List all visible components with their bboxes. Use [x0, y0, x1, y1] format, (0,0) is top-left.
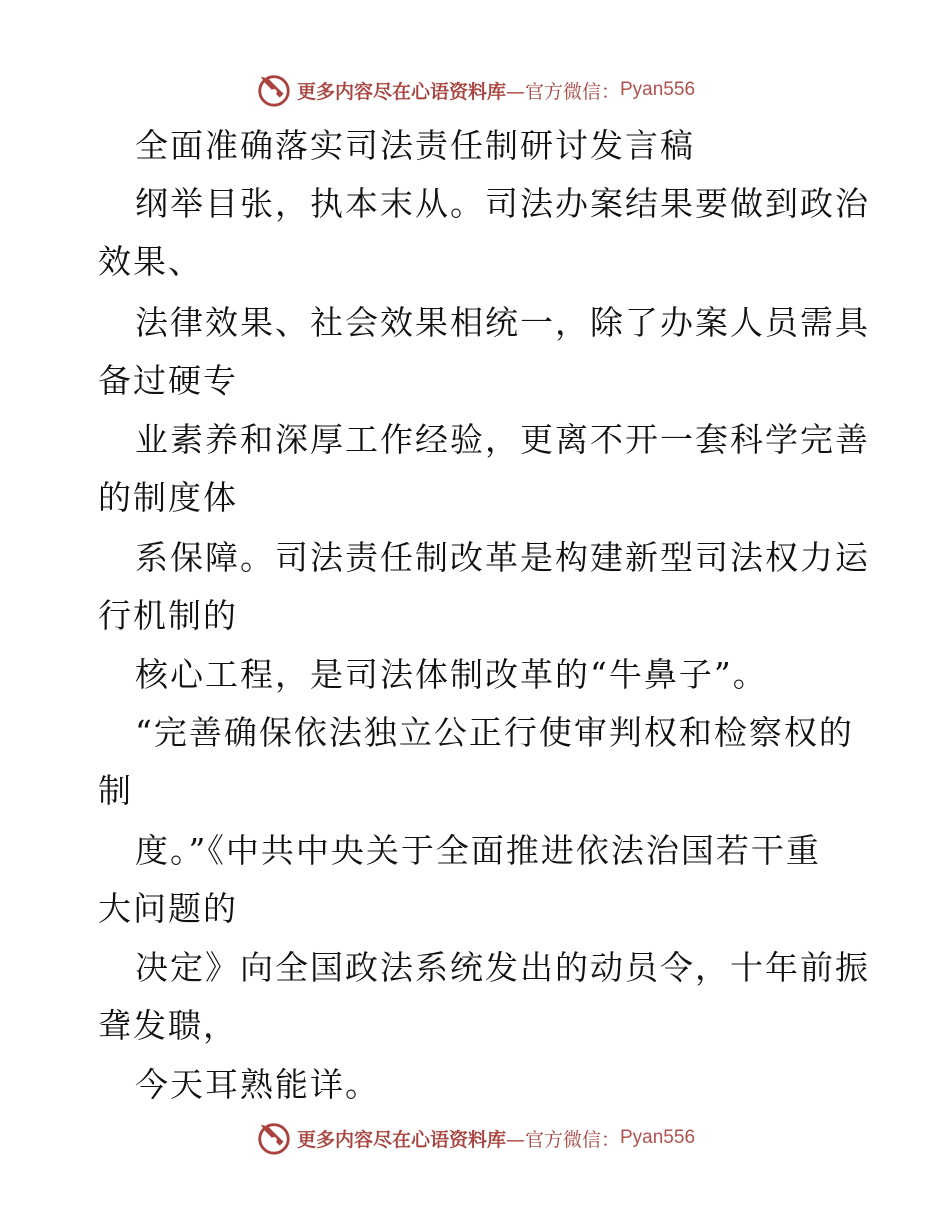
text-line: 的制度体: [98, 478, 238, 517]
pen-nib-circle-icon: [255, 1119, 293, 1157]
text-line: 系保障。司法责任制改革是构建新型司法权力运: [135, 538, 870, 577]
text-line: 制: [98, 771, 133, 810]
text-line: 备过硬专: [98, 361, 238, 400]
watermark-footer: [0, 1118, 950, 1158]
text-line: 聋发聩，: [98, 1006, 238, 1045]
watermark-separator: —官方微信：: [505, 1128, 620, 1151]
watermark-text: 更多内容尽在心语资料库: [296, 80, 506, 103]
watermark-text: 更多内容尽在心语资料库: [296, 1128, 506, 1151]
watermark-header: [0, 70, 950, 110]
text-line: 今天耳熟能详。: [135, 1065, 380, 1104]
watermark-separator: —官方微信：: [505, 80, 620, 103]
text-line: 度。”《中共中央关于全面推进依法治国若干重: [135, 831, 821, 870]
pen-nib-circle-icon: [255, 71, 293, 109]
text-line: 法律效果、社会效果相统一，除了办案人员需具: [135, 303, 870, 342]
text-line: “完善确保依法独立公正行使审判权和检察权的: [135, 713, 854, 752]
text-line: 行机制的: [98, 596, 238, 635]
text-line: 决定》向全国政法系统发出的动员令，十年前振: [135, 948, 870, 987]
text-line: 核心工程，是司法体制改革的“牛鼻子”。: [135, 655, 768, 694]
text-line: 业素养和深厚工作经验，更离不开一套科学完善: [135, 420, 870, 459]
document-title: 全面准确落实司法责任制研讨发言稿: [135, 126, 695, 165]
text-line: 纲举目张，执本末从。司法办案结果要做到政治: [135, 184, 870, 223]
text-line: 大问题的: [98, 889, 238, 928]
watermark-handle: Pyan556: [620, 1127, 696, 1148]
watermark-handle: Pyan556: [620, 79, 696, 100]
text-line: 效果、: [98, 242, 203, 281]
